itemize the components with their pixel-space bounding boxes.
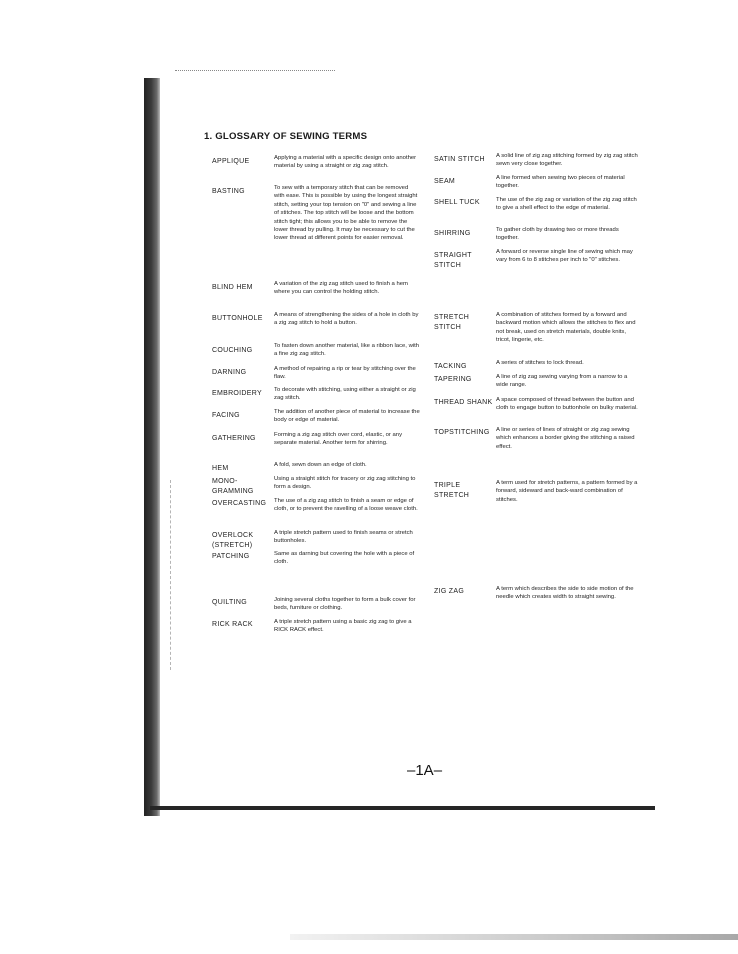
definition-overcasting: The use of a zig zag stitch to finish a seam or edge of cloth, or to prevent the ravelling of a loose weave cloth.: [274, 498, 418, 513]
term-straight-stitch: STRAIGHT STITCH: [434, 252, 472, 269]
scan-shadow-left: [144, 78, 160, 816]
definition-gathering: Forming a zig zag stitch over cord, elastic, or any separate material. Another term for shirring.: [274, 432, 403, 447]
term-thread-shank: THREAD SHANK: [434, 399, 493, 406]
term-overcasting: OVERCASTING: [212, 500, 267, 507]
term-tapering: TAPERING: [434, 376, 472, 383]
definition-couching: To fasten down another material, like a ribbon lace, with a fine zig zag stitch.: [274, 343, 420, 358]
page-number: –1A–: [407, 762, 443, 779]
definition-rick-rack: A triple stretch pattern using a basic zig zag to give a RICK RACK effect.: [274, 619, 412, 634]
definition-basting: To sew with a temporary stitch that can be removed with ease. This is possible by using the longest straight stitch, setting your top tension on "0" and sewing a line of stitches. The top stitch will be loose and the bottom stitch tight; this allows you to be able to remove the lower thread by pulling. It may be necessary to cut the lower thread at different points for easier removal.: [274, 185, 418, 242]
term-applique: APPLIQUE: [212, 158, 250, 165]
scan-top-edge: [175, 70, 335, 72]
term-patching: PATCHING: [212, 553, 250, 560]
term-topstitching: TOPSTITCHING: [434, 429, 490, 436]
term-rick-rack: RICK RACK: [212, 621, 253, 628]
definition-quilting: Joining several cloths together to form a bulk cover for beds, furniture or clothing.: [274, 597, 416, 612]
term-triple-stretch: TRIPLE STRETCH: [434, 482, 470, 499]
term-gathering: GATHERING: [212, 435, 256, 442]
definition-hem: A fold, sewn down an edge of cloth.: [274, 462, 367, 468]
term-couching: COUCHING: [212, 347, 253, 354]
term-overlock-stretch: OVERLOCK (STRETCH): [212, 532, 254, 549]
definition-seam: A line formed when sewing two pieces of material together.: [496, 175, 625, 190]
definition-patching: Same as darning but covering the hole with a piece of cloth.: [274, 551, 415, 566]
term-hem: HEM: [212, 465, 229, 472]
definition-embroidery: To decorate with stitching, using either a straight or zig zag stitch.: [274, 387, 416, 402]
definition-triple-stretch: A term used for stretch patterns, a pattern formed by a forward, sideward and back-ward combination of stitches.: [496, 480, 638, 503]
term-zig-zag: ZIG ZAG: [434, 588, 465, 595]
scan-bottom-edge: [290, 934, 738, 940]
definition-topstitching: A line or series of lines of straight or zig zag sewing which enhances a border giving the stitching a raised effect.: [496, 427, 635, 450]
definition-straight-stitch: A forward or reverse single line of sewing which may vary from 6 to 8 stitches per inch to "0" stitches.: [496, 249, 633, 264]
term-monogramming: MONO- GRAMMING: [212, 478, 254, 495]
definition-thread-shank: A space composed of thread between the button and cloth to engage button to buttonhole on bulky material.: [496, 397, 638, 412]
term-facing: FACING: [212, 412, 240, 419]
term-buttonhole: BUTTONHOLE: [212, 315, 263, 322]
definition-stretch-stitch: A combination of stitches formed by a forward and backward motion which allows the stitches to flex and not break, used on stretch materials, double knits, tricot, lingerie, etc.: [496, 312, 636, 344]
glossary-heading: 1. GLOSSARY OF SEWING TERMS: [204, 131, 368, 142]
term-seam: SEAM: [434, 178, 456, 185]
scan-edge-marks: [170, 480, 173, 670]
definition-overlock-stretch: A triple stretch pattern used to finish seams or stretch buttonholes.: [274, 530, 413, 545]
term-shirring: SHIRRING: [434, 230, 471, 237]
definition-facing: The addition of another piece of material to increase the body or edge of material.: [274, 409, 420, 424]
definition-shirring: To gather cloth by drawing two or more threads together.: [496, 227, 619, 242]
term-tacking: TACKING: [434, 363, 467, 370]
definition-applique: Applying a material with a specific design onto another material by using a straight or zig zag stitch.: [274, 155, 417, 170]
definition-buttonhole: A means of strengthening the sides of a hole in cloth by a zig zag stitch to hold a button.: [274, 312, 419, 327]
definition-tacking: A series of stitches to lock thread.: [496, 360, 584, 366]
term-embroidery: EMBROIDERY: [212, 390, 262, 397]
term-blind-hem: BLIND HEM: [212, 284, 253, 291]
term-quilting: QUILTING: [212, 599, 247, 606]
term-satin-stitch: SATIN STITCH: [434, 156, 485, 163]
definition-zig-zag: A term which describes the side to side motion of the needle which creates width to straight sewing.: [496, 586, 634, 601]
definition-satin-stitch: A solid line of zig zag stitching formed by zig zag stitch sewn very close together.: [496, 153, 638, 168]
term-stretch-stitch: STRETCH STITCH: [434, 314, 470, 331]
definition-blind-hem: A variation of the zig zag stitch used to finish a hem where you can control the holding stitch.: [274, 281, 408, 296]
definition-shell-tuck: The use of the zig zag or variation of the zig zag stitch to give a shell effect to the edge of material.: [496, 197, 637, 212]
term-shell-tuck: SHELL TUCK: [434, 199, 480, 206]
term-darning: DARNING: [212, 369, 247, 376]
scan-shadow-bottom: [150, 806, 655, 810]
definition-darning: A method of repairing a rip or tear by stitching over the flaw.: [274, 366, 416, 381]
definition-tapering: A line of zig zag sewing varying from a narrow to a wide range.: [496, 374, 628, 389]
definition-monogramming: Using a straight stitch for tracery or zig zag stitching to form a design.: [274, 476, 416, 491]
term-basting: BASTING: [212, 188, 245, 195]
